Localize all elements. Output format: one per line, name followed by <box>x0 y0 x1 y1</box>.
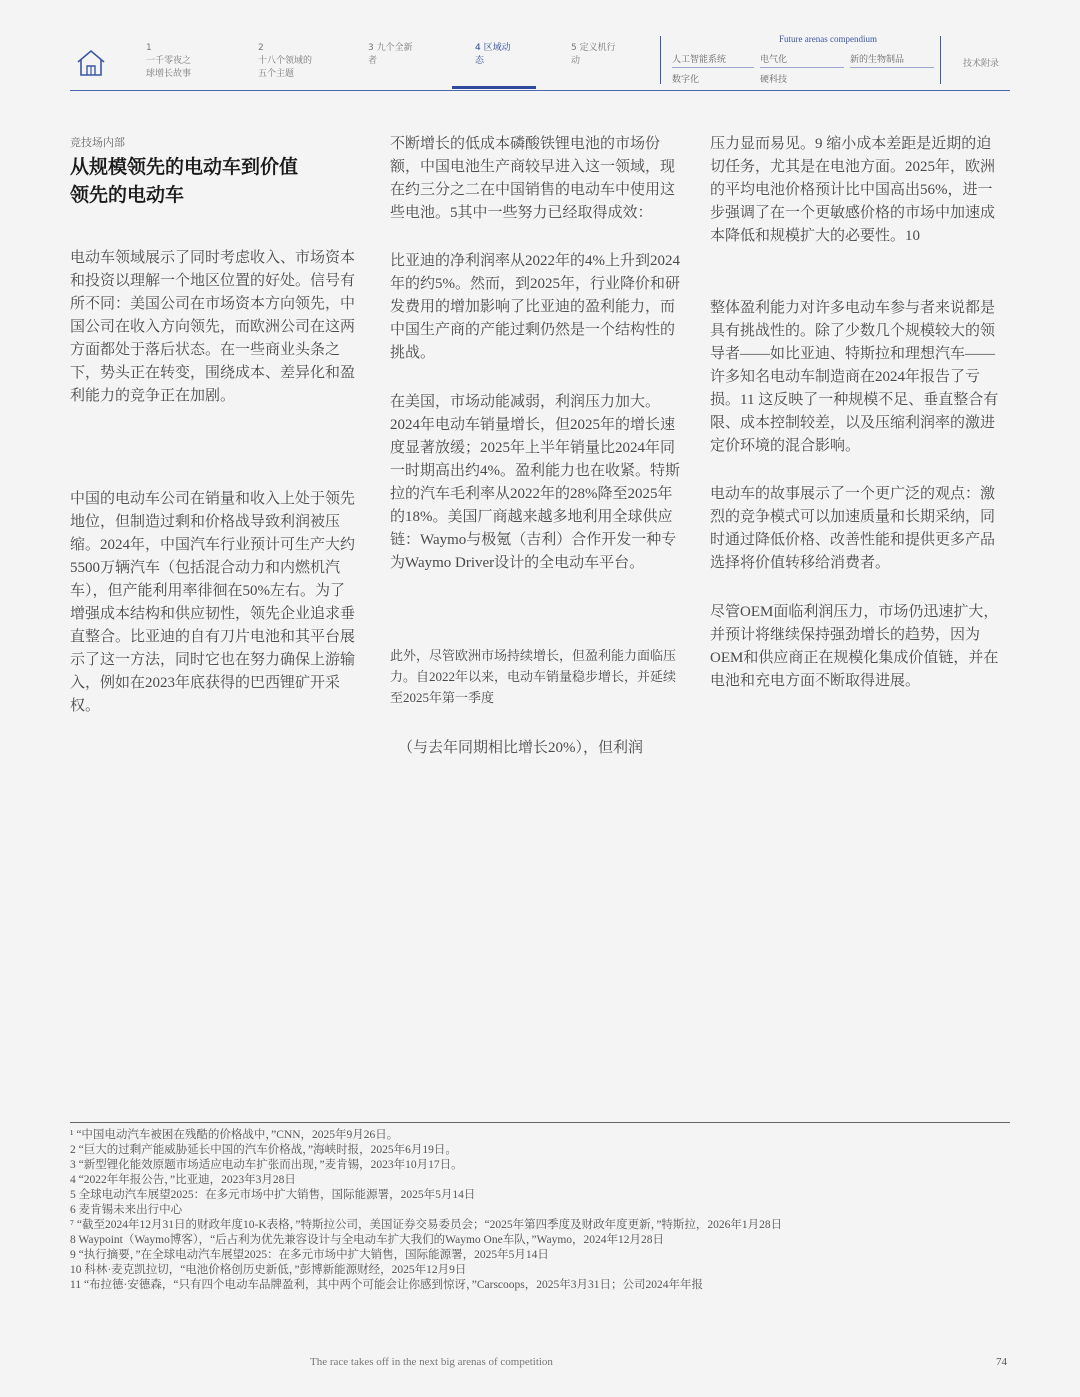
paragraph: 整体盈利能力对许多电动车参与者来说都是具有挑战性的。除了少数几个规模较大的领导者——如比亚迪、特斯拉和理想汽车——许多知名电动车制造商在2024年报告了亏损。11 这反映了一种规模不足、垂直整合有限、成本控制较差，以及压缩利润率的激进定价环境的混合影响。 <box>710 300 999 454</box>
footnote: 10 科林·麦克凯拉切，“电池价格创历史新低，”彭博新能源财经，2025年12月9日 <box>70 1264 467 1276</box>
footnote: 3 “新型锂化能效原题市场适应电动车扩张而出现，”麦肯锡，2023年10月17日。 <box>70 1159 463 1171</box>
nav-item-label: 十八个领域的 五个主题 <box>258 56 313 79</box>
paragraph: 此外，尽管欧洲市场持续增长，但盈利能力面临压力。自2022年以来，电动车销量稳步增长，并延续至2025年第一季度 <box>390 648 677 705</box>
nav-item-label: 5 定义机行 动 <box>571 43 616 66</box>
compendium-item-biologics[interactable]: 新的生物制品 <box>850 52 934 68</box>
footnote: ¹ “中国电动汽车被困在残酷的价格战中，”CNN，2025年9月26日。 <box>70 1129 399 1141</box>
paragraph: （与去年同期相比增长20%），但利润 <box>398 740 643 756</box>
compendium-item-hardtech[interactable]: 硬科技 <box>760 75 788 85</box>
nav-item-1[interactable] <box>146 42 191 81</box>
nav-item-label: 一千零夜之 球增长故事 <box>146 56 192 79</box>
column-1 <box>70 134 358 718</box>
compendium-item-electrification[interactable]: 电气化 <box>760 52 844 68</box>
nav-item-4[interactable] <box>475 42 511 68</box>
column-2 <box>390 133 682 760</box>
footnotes <box>70 1122 1010 1293</box>
footnote: 6 麦肯锡未来出行中心 <box>70 1204 183 1216</box>
footer-text: The race takes off in the next big arenas of competition <box>310 1356 553 1368</box>
headline: 从规模领先的电动车到价值 领先的电动车 <box>70 157 299 206</box>
paragraph: 中国的电动车公司在销量和收入上处于领先地位，但制造过剩和价格战导致利润被压缩。2024年，中国汽车行业预计可生产大约5500万辆汽车（包括混合动力和内燃机汽车），但产能利用率徘徊在50%左右。为了增强成本结构和供应韧性，领先企业追求垂直整合。比亚迪的自有刀片电池和其平台展示了这一方法，同时它也在努力确保上游输入，例如在2023年底获得的巴西锂矿开采权。 <box>70 491 356 714</box>
footnote: 8 Waypoint（Waymo博客），“后占利为优先兼容设计与全电动车扩大我们的Waymo One车队，”Waymo，2024年12月28日 <box>70 1234 665 1246</box>
nav-item-2[interactable] <box>258 42 312 81</box>
column-3 <box>710 133 1002 693</box>
active-tab-indicator <box>452 86 536 89</box>
home-icon[interactable] <box>74 46 108 80</box>
paragraph: 压力显而易见。9 缩小成本差距是近期的迫切任务，尤其是在电池方面。2025年，欧洲的平均电池价格预计比中国高出56%，进一步强调了在一个更敏感价格的市场中加速成本降低和规模扩大的必要性。10 <box>710 136 996 244</box>
footnote: 4 “2022年年报公告，”比亚迪，2023年3月28日 <box>70 1174 296 1186</box>
paragraph: 电动车的故事展示了一个更广泛的观点：激烈的竞争模式可以加速质量和长期采纳，同时通过降低价格、改善性能和提供更多产品选择将价值转移给消费者。 <box>710 486 996 571</box>
paragraph: 比亚迪的净利润率从2022年的4%上升到2024年的约5%。然而，到2025年，行业降价和研发费用的增加影响了比亚迪的盈利能力，而中国生产商的产能过剩仍然是一个结构性的挑战。 <box>390 253 680 361</box>
compendium-item-ai[interactable]: 人工智能系统 <box>672 52 754 68</box>
nav-item-label: 3 九个全新 者 <box>368 43 413 66</box>
nav-divider <box>940 36 941 84</box>
footnote: ⁷ “截至2024年12月31日的财政年度10-K表格，”特斯拉公司，美国证券交易委员会；“2025年第四季度及财政年度更新，”特斯拉，2026年1月28日 <box>70 1219 783 1231</box>
paragraph: 电动车领域展示了同时考虑收入、市场资本和投资以理解一个地区位置的好处。信号有所不同：美国公司在市场资本方向领先，中国公司在收入方向领先，而欧洲公司在这两方面都处于落后状态。在一些商业头条之下，势头正在转变，围绕成本、差异化和盈利能力的竞争正在加剧。 <box>70 250 356 404</box>
nav-item-label: 4 区域动 态 <box>475 43 511 66</box>
footnote: 2 “巨大的过剩产能威胁延长中国的汽车价格战，”海峡时报，2025年6月19日。 <box>70 1144 457 1156</box>
nav-item-appendix[interactable]: 技术附录 <box>963 59 1000 69</box>
nav-item-3[interactable] <box>368 42 413 68</box>
section-label: 竞技场内部 <box>70 137 125 149</box>
compendium-title: Future arenas compendium <box>779 34 877 44</box>
nav-item-num: 2 <box>258 43 264 53</box>
nav-item-5[interactable] <box>571 42 616 68</box>
compendium-item-digitization[interactable]: 数字化 <box>672 75 700 85</box>
footnote: 9 “执行摘要，”在全球电动汽车展望2025：在多元市场中扩大销售，国际能源署，2025年5月14日 <box>70 1249 549 1261</box>
top-navigation <box>70 28 1010 91</box>
footnote: 11 “布拉德·安德森，“只有四个电动车品牌盈利，其中两个可能会让你感到惊讶，”Carscoops，2025年3月31日；公司2024年年报 <box>70 1279 703 1291</box>
nav-divider <box>660 36 661 84</box>
paragraph: 尽管OEM面临利润压力，市场仍迅速扩大，并预计将继续保持强劲增长的趋势，因为OEM和供应商正在规模化集成价值链，并在电池和充电方面不断取得进展。 <box>710 604 999 689</box>
footnote: 5 全球电动汽车展望2025：在多元市场中扩大销售，国际能源署，2025年5月14日 <box>70 1189 476 1201</box>
page-number: 74 <box>996 1356 1007 1368</box>
paragraph: 在美国，市场动能减弱，利润压力加大。2024年电动车销量增长，但2025年的增长速度显著放缓；2025年上半年销量比2024年同一时期高出约4%。盈利能力也在收紧。特斯拉的汽车毛利率从2022年的28%降至2025年的18%。美国厂商越来越多地利用全球供应链：Waymo与极氪（吉利）合作开发一种专为Waymo Driver设计的全电动车平台。 <box>390 394 680 571</box>
paragraph: 不断增长的低成本磷酸铁锂电池的市场份额，中国电池生产商较早进入这一领域，现在约三分之二在中国销售的电动车中使用这些电池。5其中一些努力已经取得成效： <box>390 136 676 221</box>
nav-item-num: 1 <box>146 43 152 53</box>
